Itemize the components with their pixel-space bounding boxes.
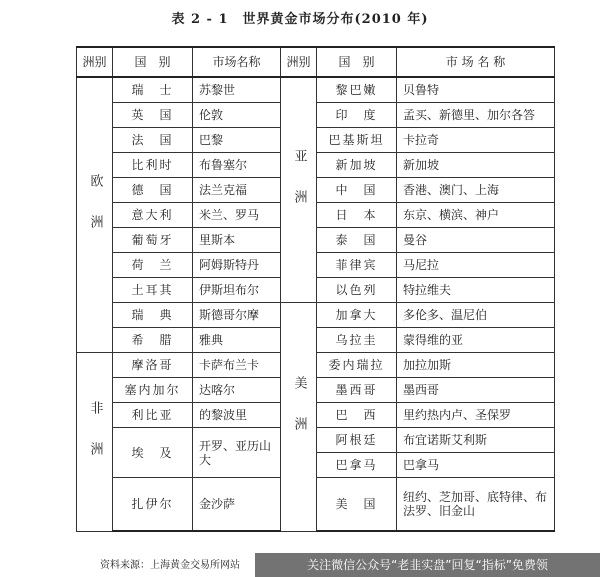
country-cell: 扎伊尔 (113, 478, 193, 532)
country-cell: 瑞 典 (113, 303, 193, 328)
country-cell: 意大利 (113, 203, 193, 228)
country-cell: 黎巴嫩 (317, 77, 397, 103)
country-cell: 委内瑞拉 (317, 353, 397, 378)
market-cell: 香港、澳门、上海 (397, 178, 555, 203)
market-cell: 达喀尔 (193, 378, 281, 403)
header-market: 市场名称 (193, 47, 281, 77)
header-country-right: 国 别 (317, 47, 397, 77)
source-note: 资料来源：上海黄金交易所网站 (100, 560, 240, 571)
header-continent: 洲别 (77, 47, 113, 77)
country-cell: 比利时 (113, 153, 193, 178)
country-cell: 泰 国 (317, 228, 397, 253)
market-cell: 马尼拉 (397, 253, 555, 278)
country-cell: 以色列 (317, 278, 397, 303)
watermark-banner: 关注微信公众号“老韭实盘”回复“指标”免费领 (255, 553, 600, 577)
country-cell: 巴 西 (317, 403, 397, 428)
market-cell: 孟买、新德里、加尔各答 (397, 103, 555, 128)
market-cell: 巴拿马 (397, 453, 555, 478)
country-cell: 希 腊 (113, 328, 193, 353)
continent-america: 美洲 (281, 303, 317, 532)
country-cell: 埃 及 (113, 428, 193, 478)
country-cell: 塞内加尔 (113, 378, 193, 403)
market-cell: 开罗、亚历山大 (193, 428, 281, 478)
table-title: 表 2 - 1 世界黄金市场分布(2010 年) (171, 12, 429, 27)
market-cell: 纽约、芝加哥、底特律、布法罗、旧金山 (397, 478, 555, 532)
market-cell: 金沙萨 (193, 478, 281, 532)
country-cell: 英 国 (113, 103, 193, 128)
market-cell: 卡拉奇 (397, 128, 555, 153)
gold-market-table (76, 46, 555, 532)
continent-europe: 欧洲 (77, 77, 113, 353)
country-cell: 日 本 (317, 203, 397, 228)
country-cell: 加拿大 (317, 303, 397, 328)
market-cell: 里斯本 (193, 228, 281, 253)
market-cell: 卡萨布兰卡 (193, 353, 281, 378)
country-cell: 新加坡 (317, 153, 397, 178)
market-cell: 曼谷 (397, 228, 555, 253)
market-cell: 新加坡 (397, 153, 555, 178)
table-header-row (77, 47, 555, 77)
country-cell: 阿根廷 (317, 428, 397, 453)
header-country: 国 别 (113, 47, 193, 77)
continent-asia: 亚洲 (281, 77, 317, 303)
market-cell: 墨西哥 (397, 378, 555, 403)
market-cell: 伊斯坦布尔 (193, 278, 281, 303)
country-cell: 土耳其 (113, 278, 193, 303)
market-cell: 伦敦 (193, 103, 281, 128)
country-cell: 墨西哥 (317, 378, 397, 403)
market-cell: 布鲁塞尔 (193, 153, 281, 178)
country-cell: 美 国 (317, 478, 397, 532)
country-cell: 巴基斯坦 (317, 128, 397, 153)
country-cell: 乌拉圭 (317, 328, 397, 353)
market-cell: 蒙得维的亚 (397, 328, 555, 353)
country-cell: 中 国 (317, 178, 397, 203)
market-cell: 加拉加斯 (397, 353, 555, 378)
continent-africa: 非洲 (77, 353, 113, 532)
market-cell: 苏黎世 (193, 77, 281, 103)
country-cell: 德 国 (113, 178, 193, 203)
market-cell: 雅典 (193, 328, 281, 353)
country-cell: 印 度 (317, 103, 397, 128)
country-cell: 瑞 士 (113, 77, 193, 103)
market-cell: 的黎波里 (193, 403, 281, 428)
market-cell: 法兰克福 (193, 178, 281, 203)
market-cell: 阿姆斯特丹 (193, 253, 281, 278)
market-cell: 巴黎 (193, 128, 281, 153)
market-cell: 里约热内卢、圣保罗 (397, 403, 555, 428)
country-cell: 葡萄牙 (113, 228, 193, 253)
country-cell: 摩洛哥 (113, 353, 193, 378)
market-cell: 米兰、罗马 (193, 203, 281, 228)
country-cell: 荷 兰 (113, 253, 193, 278)
market-cell: 多伦多、温尼伯 (397, 303, 555, 328)
table-row (77, 303, 555, 328)
market-cell: 贝鲁特 (397, 77, 555, 103)
table-row (77, 77, 555, 103)
country-cell: 法 国 (113, 128, 193, 153)
header-market-right: 市 场 名 称 (397, 47, 555, 77)
country-cell: 利比亚 (113, 403, 193, 428)
market-cell: 特拉维夫 (397, 278, 555, 303)
market-cell: 东京、横滨、神户 (397, 203, 555, 228)
header-continent-right: 洲别 (281, 47, 317, 77)
market-cell: 斯德哥尔摩 (193, 303, 281, 328)
country-cell: 菲律宾 (317, 253, 397, 278)
market-cell: 布宜诺斯艾利斯 (397, 428, 555, 453)
country-cell: 巴拿马 (317, 453, 397, 478)
